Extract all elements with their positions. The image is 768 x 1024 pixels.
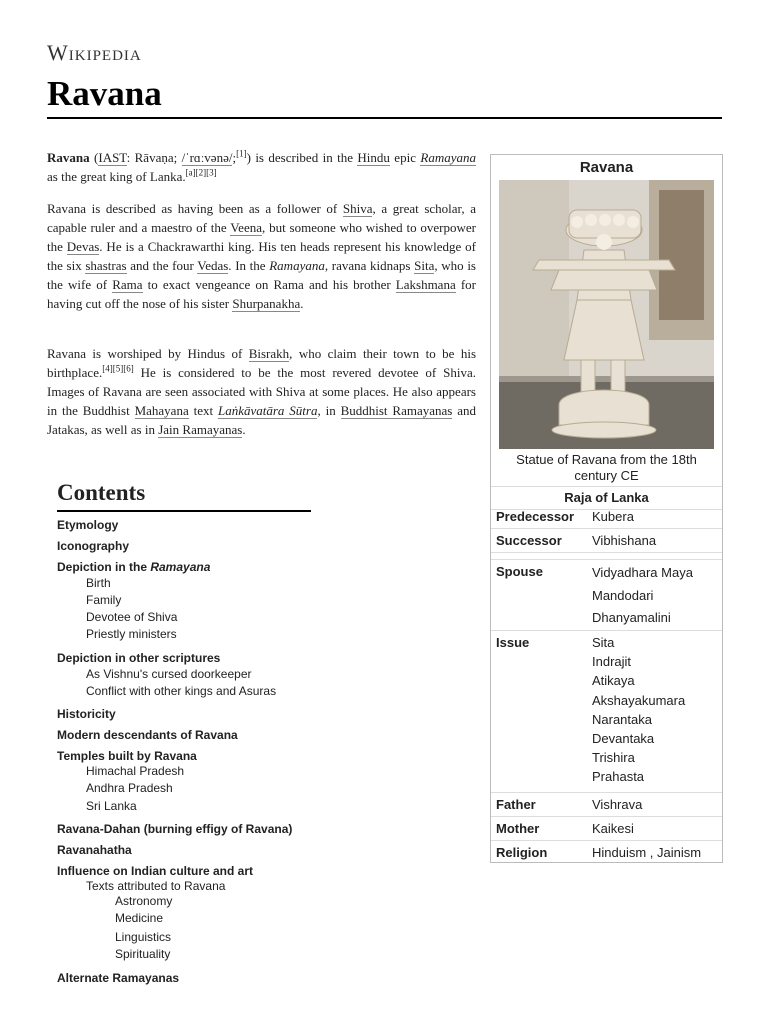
text: . — [300, 296, 304, 311]
text: , ravana kidnaps — [324, 258, 415, 273]
toc-item-other-scriptures[interactable]: Depiction in other scriptures — [57, 651, 221, 665]
toc-item-alternate[interactable]: Alternate Ramayanas — [57, 971, 180, 985]
row-label: Mother — [496, 821, 540, 836]
toc-item-birth[interactable]: Birth — [86, 576, 111, 590]
list-item[interactable]: Devantaka — [592, 731, 655, 747]
toc-text: Depiction in the — [57, 560, 151, 574]
shiva-link[interactable]: Shiva — [342, 201, 373, 216]
toc-item-linguistics[interactable]: Linguistics — [115, 930, 172, 944]
list-item[interactable]: Mandodari — [592, 587, 654, 603]
predecessor-link[interactable]: Kubera — [592, 509, 634, 524]
religion-value[interactable]: Hinduism , Jainism — [592, 845, 702, 860]
toc-item-modern[interactable]: Modern descendants of Ravana — [57, 728, 238, 742]
successor-link[interactable]: Vibhishana — [592, 533, 657, 548]
list-item[interactable]: Vidyadhara Maya — [592, 565, 693, 580]
infobox-caption: Statue of Ravana from the 18th century CE — [516, 452, 697, 483]
text: , who claim their town to be his birthplace. — [47, 346, 476, 380]
toc-item-srilanka[interactable]: Sri Lanka — [86, 799, 137, 813]
list-item[interactable]: Trishira — [592, 750, 635, 766]
toc-item-depiction-ramayana[interactable] — [57, 560, 210, 574]
title-divider — [47, 117, 722, 119]
toc-item-andhra[interactable]: Andhra Pradesh — [86, 781, 173, 795]
list-item[interactable]: Prahasta — [592, 769, 645, 785]
statue-illustration — [499, 180, 714, 449]
toc-item-vishnu[interactable]: As Vishnu's cursed doorkeeper — [86, 667, 252, 681]
list-item[interactable]: Atikaya — [592, 673, 635, 689]
toc-item-ravanahatha[interactable]: Ravanahatha — [57, 843, 132, 857]
ramayana-title: Ramayana — [269, 258, 325, 273]
text: . In the — [228, 258, 270, 273]
row-label: Successor — [496, 533, 562, 548]
ramayana-link[interactable] — [420, 150, 476, 166]
ivory-statue-image[interactable] — [499, 180, 714, 449]
veena-link[interactable]: Veena — [230, 220, 262, 235]
ipa-link[interactable]: /ˈrɑːvənə/ — [181, 150, 233, 165]
row-label: Predecessor — [496, 509, 575, 524]
toc-item-conflict[interactable]: Conflict with other kings and Asuras — [86, 684, 277, 698]
lakshmana-link[interactable]: Lakshmana — [395, 277, 456, 292]
reference-link[interactable]: [1] — [236, 148, 247, 159]
infobox-row-successor — [491, 528, 722, 553]
toc-item-himachal[interactable]: Himachal Pradesh — [86, 764, 185, 778]
row-label: Spouse — [496, 564, 543, 579]
toc-item-family[interactable]: Family — [86, 593, 122, 607]
toc-item-influence[interactable]: Influence on Indian culture and art — [57, 864, 254, 878]
toc-item-iconography[interactable]: Iconography — [57, 539, 130, 553]
buddhist-ramayanas-link[interactable]: Buddhist Ramayanas — [340, 403, 453, 418]
toc-item-devotee[interactable]: Devotee of Shiva — [86, 610, 178, 624]
lankavatara-title: Laṅkāvatāra Sūtra — [217, 403, 318, 418]
infobox-row-father — [491, 792, 722, 817]
toc-item-historicity[interactable]: Historicity — [57, 707, 116, 721]
ramayana-title: Ramayana — [420, 150, 476, 165]
text: ) is described in the — [246, 150, 358, 165]
row-label: Religion — [496, 845, 548, 860]
text: epic — [389, 150, 421, 165]
text: . — [242, 422, 246, 437]
toc-item-spirituality[interactable]: Spirituality — [115, 947, 171, 961]
text: Ravana is worshiped by Hindus of — [47, 346, 249, 361]
father-link[interactable]: Vishrava — [592, 797, 643, 812]
text: for having cut off the nose of his sister — [47, 277, 476, 311]
spouse-list — [592, 562, 693, 630]
infobox-row-issue — [491, 630, 722, 793]
bisrakh-link[interactable]: Bisrakh — [248, 346, 290, 361]
text: , but someone who wished to overpower the — [47, 220, 476, 254]
list-item[interactable]: Indrajit — [592, 654, 632, 670]
infobox-title: Ravana — [579, 159, 634, 176]
mahayana-link[interactable]: Mahayana — [134, 403, 189, 418]
intro-paragraph-1 — [47, 148, 476, 186]
text: as the great king of Lanka. — [47, 169, 186, 184]
text: and Jatakas, as well as in — [47, 403, 476, 437]
sita-link[interactable]: Sita — [414, 258, 435, 273]
text: . He is a Chackrawarthi king. His ten heads represent his knowledge of the six — [47, 239, 476, 273]
list-item[interactable]: Dhanyamalini — [592, 610, 671, 625]
text: , a great scholar, a capable ruler and a maestro of the — [47, 201, 476, 235]
row-label: Father — [496, 797, 536, 812]
contents-divider — [57, 510, 311, 512]
toc-item-temples[interactable]: Temples built by Ravana — [57, 749, 197, 763]
infobox — [490, 154, 723, 863]
toc-item-medicine[interactable]: Medicine — [115, 911, 164, 925]
intro-paragraph-2 — [47, 199, 476, 313]
reference-links[interactable]: [a][2][3] — [185, 167, 217, 178]
infobox-row-mother — [491, 816, 722, 841]
text: , in — [317, 403, 341, 418]
toc-item-priestly[interactable]: Priestly ministers — [86, 627, 177, 641]
hindu-link[interactable]: Hindu — [357, 150, 390, 165]
text: ( — [89, 150, 99, 165]
row-label: Issue — [496, 635, 530, 650]
contents-heading: Contents — [57, 480, 146, 505]
iast-link[interactable]: IAST — [98, 150, 127, 165]
text: ; — [232, 150, 237, 165]
mother-link[interactable]: Kaikesi — [592, 821, 634, 836]
text: Ravana is described as having been as a follower of — [47, 201, 343, 216]
infobox-row-predecessor — [491, 504, 722, 529]
infobox-section-header: Raja of Lanka — [491, 486, 722, 510]
intro-paragraph-3 — [47, 344, 476, 439]
reference-links[interactable]: [4][5][6] — [102, 363, 134, 374]
issue-list — [592, 633, 685, 787]
lankavatara-link[interactable] — [218, 403, 318, 419]
rama-link[interactable]: Rama — [112, 277, 143, 292]
toc-item-texts[interactable]: Texts attributed to Ravana — [86, 879, 226, 893]
subject-name: Ravana — [47, 150, 90, 165]
page-title: Ravana — [47, 74, 162, 113]
shastras-link[interactable]: shastras — [85, 258, 127, 273]
jain-ramayanas-link[interactable]: Jain Ramayanas — [158, 422, 243, 437]
toc-text-italic: Ramayana — [150, 560, 211, 574]
toc-item-dahan[interactable]: Ravana-Dahan (burning effigy of Ravana) — [57, 822, 293, 836]
infobox-row-spouse — [491, 559, 722, 631]
list-item[interactable]: Akshayakumara — [592, 692, 686, 708]
wikipedia-logo[interactable]: Wikipedia — [47, 40, 142, 65]
toc-item-etymology[interactable]: Etymology — [57, 518, 119, 532]
list-item[interactable]: Sita — [592, 635, 615, 650]
text: text — [188, 403, 218, 418]
toc-item-astronomy[interactable]: Astronomy — [115, 894, 173, 908]
list-item[interactable]: Narantaka — [592, 711, 652, 727]
text: He is considered to be the most revered devotee of Shiva. Images of Ravana are seen associated with Shiva at some places. He also appears in the Buddhist — [47, 365, 476, 418]
text: : Rāvaṇa; — [126, 150, 182, 165]
text: , who is the wife of — [47, 258, 476, 292]
infobox-row-religion — [491, 840, 722, 862]
shurpanakha-link[interactable]: Shurpanakha — [232, 296, 301, 311]
vedas-link[interactable]: Vedas — [197, 258, 229, 273]
text: and the four — [126, 258, 198, 273]
text: to exact vengeance on Rama and his brother — [142, 277, 396, 292]
devas-link[interactable]: Devas — [66, 239, 100, 254]
